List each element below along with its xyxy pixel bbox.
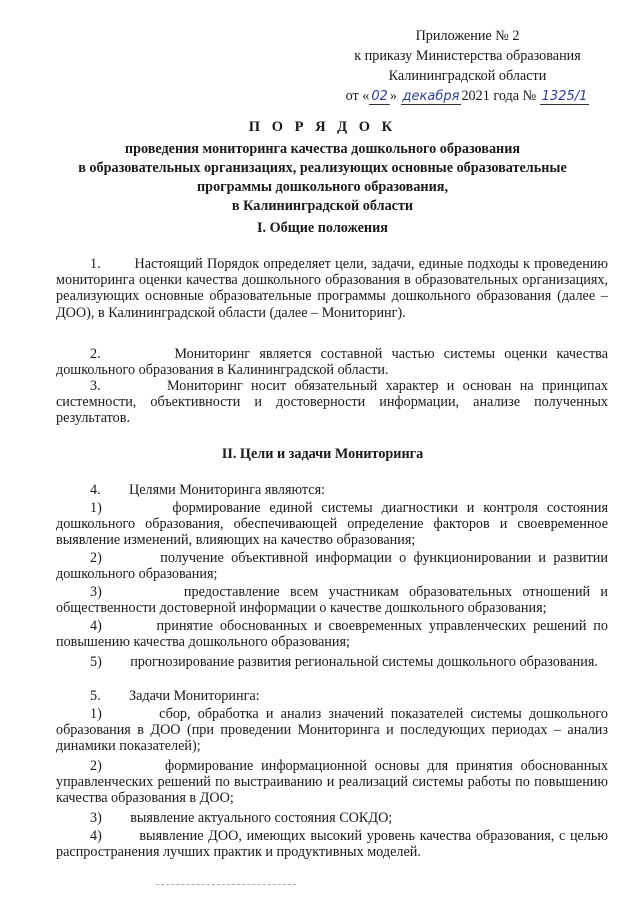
- annex-date-line: [330, 86, 605, 107]
- date-day-handwritten: 02: [371, 89, 388, 104]
- title-heading: П О Р Я Д О К: [248, 119, 397, 135]
- goal-4: 4) принятие обоснованных и своевременных управленческих решений по повышению качества дошкольного образования;: [56, 618, 608, 651]
- title-line-3: программы дошкольного образования,: [197, 179, 448, 195]
- document-title: [40, 118, 605, 216]
- goal-1: 1) формирование единой системы диагностики и контроля состояния дошкольного образования, обеспечивающей определение факторов и своевременное выявление изменений, влияющих на качество образования;: [56, 500, 608, 549]
- date-suffix: 2021 года №: [461, 88, 537, 104]
- task-1: 1) сбор, обработка и анализ значений показателей системы дошкольного образования в ДОО (при проведении Мониторинга и последующих периодах – анализ динамики показателей);: [56, 706, 608, 755]
- title-line-4: в Калининградской области: [231, 198, 414, 214]
- annex-line-2: к приказу Министерства образования: [354, 48, 581, 64]
- goal-2: 2) получение объективной информации о функционировании и развитии дошкольного образования;: [56, 550, 608, 583]
- paragraph-2: 2. Мониторинг является составной частью системы оценки качества дошкольного образования в Калининградской области.: [56, 346, 608, 379]
- section-1-title: I. Общие положения: [257, 220, 388, 236]
- annex-header: [330, 26, 605, 107]
- title-line-2: в образовательных организациях, реализующих основные образовательные: [78, 160, 567, 176]
- paragraph-3: 3. Мониторинг носит обязательный характер и основан на принципах системности, объективности и достоверности информации, анализе полученных результатов.: [56, 378, 608, 427]
- goal-5: 5) прогнозирование развития региональной системы дошкольного образования.: [90, 654, 598, 670]
- date-prefix: от «: [345, 88, 370, 104]
- date-month-handwritten: декабря: [402, 89, 460, 104]
- paragraph-5: 5. Задачи Мониторинга:: [90, 688, 260, 704]
- paragraph-1: 1. Настоящий Порядок определяет цели, задачи, единые подходы к проведению мониторинга оценки качества дошкольного образования в образовательных организациях, реализующих основные образовательные программы дошкольного образования (далее – ДОО), в Калининградской области (далее – Мониторинг).: [56, 256, 608, 321]
- annex-line-3: Калининградской области: [388, 68, 547, 84]
- task-4: 4) выявление ДОО, имеющих высокий уровень качества образования, с целью распространения лучших практик и продуктивных моделей.: [56, 828, 608, 861]
- goal-3: 3) предоставление всем участникам образовательных отношений и общественности достоверной информации о качестве дошкольного образования;: [56, 584, 608, 617]
- section-2-title: II. Цели и задачи Мониторинга: [221, 446, 424, 462]
- annex-line-1: Приложение № 2: [415, 28, 520, 44]
- task-2: 2) формирование информационной основы для принятия обоснованных управленческих решений по выстраиванию и реализаций системы работы по повышению качества образования в ДОО;: [56, 758, 608, 807]
- task-3: 3) выявление актуального состояния СОКДО;: [90, 810, 393, 826]
- doc-number-handwritten: 1325/1: [541, 89, 588, 104]
- scan-artifact-line: [156, 884, 296, 885]
- title-line-1: проведения мониторинга качества дошкольного образования: [124, 141, 521, 157]
- date-mid: »: [389, 88, 397, 104]
- paragraph-4: 4. Целями Мониторинга являются:: [90, 482, 326, 498]
